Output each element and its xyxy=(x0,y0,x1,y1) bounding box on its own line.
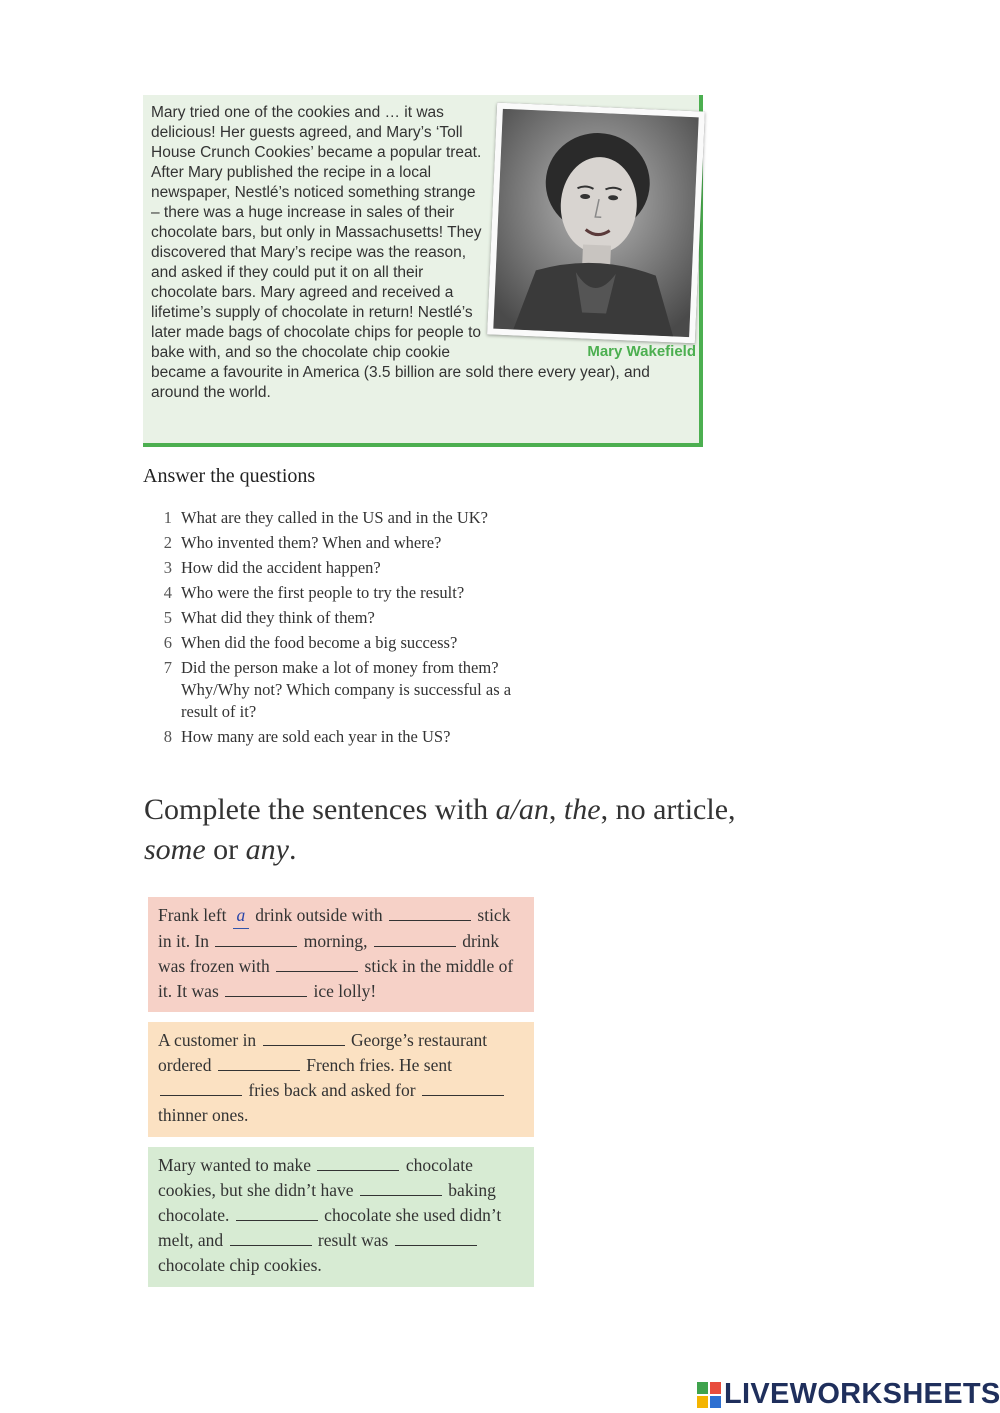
heading-or: or xyxy=(205,833,246,866)
ex1-segment: Frank left xyxy=(158,905,227,925)
question-text: Did the person make a lot of money from them? Why/Why not? Which company is successful as a result of it? xyxy=(181,658,512,721)
ex1-blank-3[interactable] xyxy=(215,929,297,947)
liveworksheets-logo[interactable] xyxy=(697,1378,1000,1411)
heading-sep: , xyxy=(548,793,564,826)
question-text: Who invented them? When and where? xyxy=(181,533,442,552)
exercise-1-text xyxy=(158,903,524,1004)
question-number: 3 xyxy=(163,558,172,577)
question-item xyxy=(158,557,538,579)
logo-mark-icon xyxy=(697,1382,721,1408)
question-text: Who were the first people to try the result? xyxy=(181,583,465,602)
question-number: 2 xyxy=(163,533,172,552)
ex1-segment: morning, xyxy=(303,931,368,951)
ex1-blank-5[interactable] xyxy=(276,954,358,972)
ex2-segment: A customer in xyxy=(158,1030,257,1050)
question-number: 8 xyxy=(163,727,172,746)
ex1-segment: drink was frozen with xyxy=(158,931,500,976)
heading-any: any xyxy=(245,833,289,866)
ex3-segment: chocolate she used didn’t melt, and xyxy=(158,1205,502,1250)
ex2-blank-2[interactable] xyxy=(218,1053,300,1071)
question-text: What did they think of them? xyxy=(181,608,375,627)
ex3-blank-1[interactable] xyxy=(317,1153,399,1171)
ex3-segment: chocolate cookies, but she didn’t have xyxy=(158,1155,473,1200)
ex1-segment: ice lolly! xyxy=(313,981,377,1001)
reading-passage-text: Mary tried one of the cookies and … it was delicious! Her guests agreed, and Mary’s ‘Toll House Crunch Cookies’ became a popular treat. After Mary published the recipe in a local newspaper, Nestlé’s noticed something strange – there was a huge increase in sales of their chocolate bars, but only in Massachusetts! They discovered that Mary’s recipe was the reason, and asked if they could put it on all their chocolate bars. Mary agreed and received a lifetime’s supply of chocolate in return! Nestlé’s later made bags of chocolate chips for people to bake with, and so the chocolate chip cookie became a favourite in America (3.5 billion are sold there every year), and around the world. xyxy=(151,104,650,401)
logo-mark-square xyxy=(710,1396,721,1408)
ex2-segment: fries back and asked for xyxy=(248,1080,416,1100)
photo-space xyxy=(496,105,696,358)
ex3-blank-4[interactable] xyxy=(230,1228,312,1246)
exercise-box-3 xyxy=(148,1147,534,1287)
question-number: 1 xyxy=(163,508,172,527)
exercise-2-text xyxy=(158,1028,524,1128)
ex2-blank-3[interactable] xyxy=(160,1078,242,1096)
exercise-box-2 xyxy=(148,1022,534,1137)
ex2-segment: French fries. He sent xyxy=(306,1055,452,1075)
answer-questions-heading: Answer the questions xyxy=(143,465,316,487)
question-item xyxy=(158,607,538,629)
question-item xyxy=(158,726,538,748)
heading-aan: a/an xyxy=(495,793,549,826)
ex1-blank-4[interactable] xyxy=(374,929,456,947)
reading-box xyxy=(143,95,703,447)
question-number: 7 xyxy=(163,658,172,677)
question-list xyxy=(158,507,538,751)
ex2-blank-1[interactable] xyxy=(263,1028,345,1046)
logo-mark-square xyxy=(710,1382,721,1394)
logo-mark-square xyxy=(697,1396,708,1408)
ex2-blank-4[interactable] xyxy=(422,1078,504,1096)
ex3-blank-5[interactable] xyxy=(395,1228,477,1246)
ex3-segment: baking chocolate. xyxy=(158,1180,496,1225)
ex3-segment: result was xyxy=(317,1230,389,1250)
question-item xyxy=(158,532,538,554)
logo-text: LIVEWORKSHEETS xyxy=(724,1378,1000,1410)
heading-text-2: , no article, xyxy=(600,793,736,826)
reading-passage xyxy=(151,103,696,403)
question-number: 4 xyxy=(163,583,172,602)
question-item xyxy=(158,507,538,529)
ex3-segment: Mary wanted to make xyxy=(158,1155,312,1175)
complete-sentences-heading xyxy=(144,790,744,870)
question-item xyxy=(158,582,538,604)
heading-end: . xyxy=(288,833,297,866)
question-text: How did the accident happen? xyxy=(181,558,381,577)
exercise-box-1 xyxy=(148,897,534,1012)
ex3-segment: chocolate chip cookies. xyxy=(158,1255,322,1275)
ex1-segment: drink outside with xyxy=(255,905,383,925)
ex1-segment: stick in the middle of it. It was xyxy=(158,956,514,1001)
ex3-blank-2[interactable] xyxy=(360,1178,442,1196)
ex2-segment: George’s restaurant ordered xyxy=(158,1030,488,1075)
heading-text-1: Complete the sentences with xyxy=(144,793,496,826)
ex1-answer-1[interactable]: a xyxy=(233,903,249,929)
ex3-blank-3[interactable] xyxy=(236,1203,318,1221)
question-item xyxy=(158,632,538,654)
exercise-3-text xyxy=(158,1153,524,1278)
heading-some: some xyxy=(144,833,206,866)
ex1-segment: stick in it. In xyxy=(158,905,511,951)
question-number: 6 xyxy=(163,633,172,652)
question-text: What are they called in the US and in the UK? xyxy=(181,508,488,527)
question-text: When did the food become a big success? xyxy=(181,633,458,652)
logo-mark-square xyxy=(697,1382,708,1394)
question-item xyxy=(158,657,538,723)
ex2-segment: thinner ones. xyxy=(158,1105,249,1125)
heading-the: the xyxy=(563,793,601,826)
photo-caption: Mary Wakefield xyxy=(587,343,696,360)
question-number: 5 xyxy=(163,608,172,627)
ex1-blank-6[interactable] xyxy=(225,979,307,997)
ex1-blank-2[interactable] xyxy=(389,903,471,921)
question-text: How many are sold each year in the US? xyxy=(181,727,451,746)
